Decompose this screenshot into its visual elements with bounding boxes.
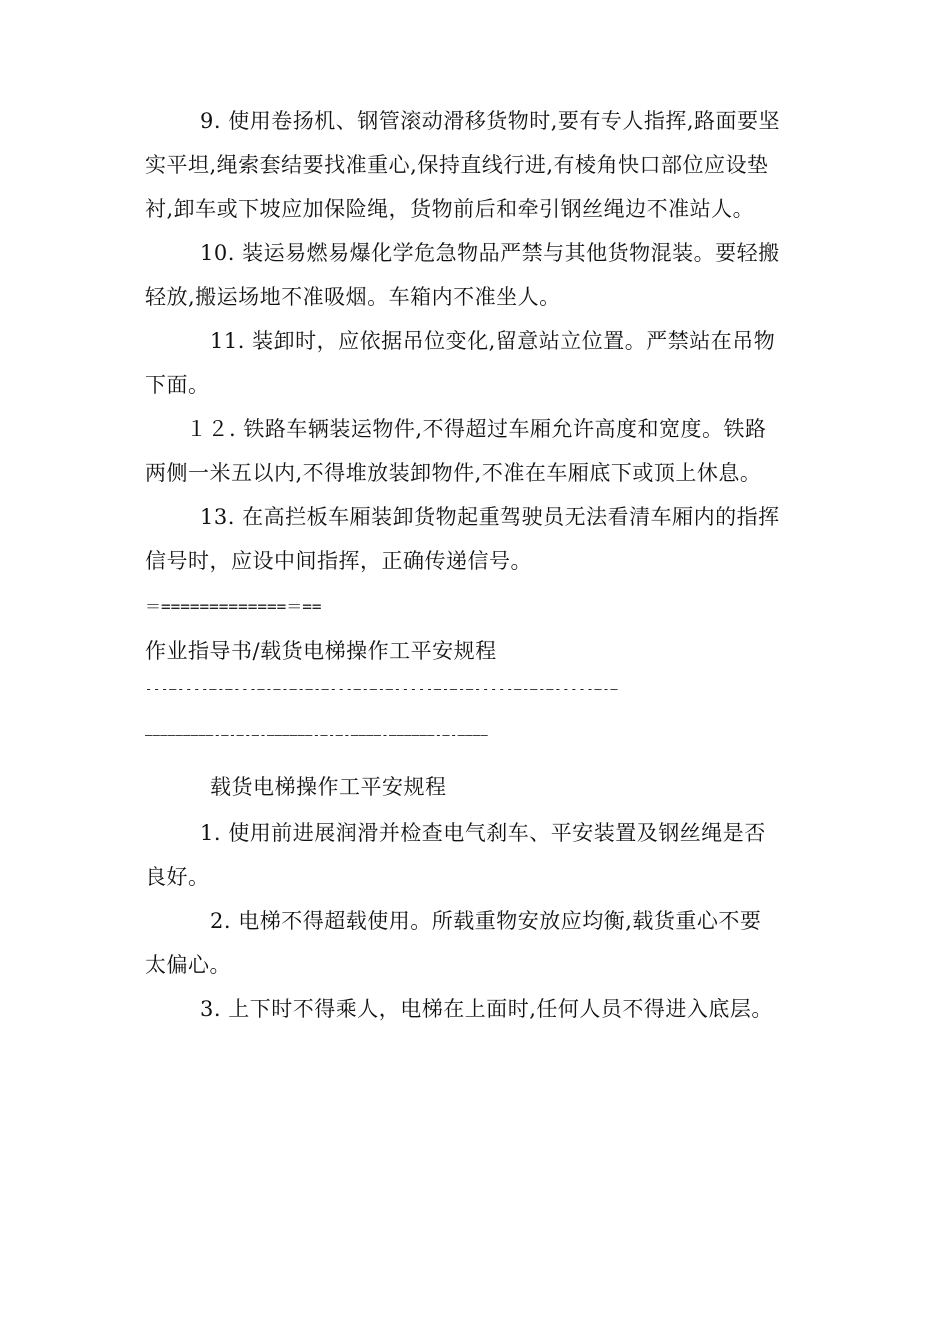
item9-line1: 9. 使用卷扬机、钢管滚动滑移货物时,要有专人指挥,路面要坚 bbox=[200, 109, 781, 133]
section2-title: 载货电梯操作工平安规程 bbox=[210, 775, 447, 799]
document-heading: 作业指导书/载货电梯操作工平安规程 bbox=[145, 639, 497, 663]
item10-line2: 轻放,搬运场地不准吸烟。车箱内不准坐人。 bbox=[145, 285, 561, 309]
item11-line2: 下面。 bbox=[145, 373, 210, 397]
s2-item1-line1: 1. 使用前进展润滑并检查电气刹车、平安装置及钢丝绳是否 bbox=[200, 821, 766, 845]
item9-line3: 衬,卸车或下坡应加保险绳，货物前后和牵引钢丝绳边不准站人。 bbox=[145, 197, 755, 221]
s2-item2-line2: 太偏心。 bbox=[145, 953, 231, 977]
separator-dash-2: —————————-—-—-—-——————-—-—-————-——————-—-———— bbox=[145, 728, 489, 742]
item11-line1: 11. 装卸时，应依据吊位变化,留意站立位置。严禁站在吊物 bbox=[210, 329, 776, 353]
s2-item1-line2: 良好。 bbox=[145, 865, 210, 889]
item13-line1: 13. 在高拦板车厢装卸货物起重驾驶员无法看清车厢内的指挥 bbox=[200, 505, 780, 529]
item13-line2: 信号时，应设中间指挥，正确传递信号。 bbox=[145, 549, 532, 573]
item12-line1: １２. 铁路车辆装运物件,不得超过车厢允许高度和宽度。铁路 bbox=[186, 417, 767, 441]
separator-dash-1: ---—----—-—---—-—-—-—-—---—-—-—-----—-—-—-----—-—-—-----—-— bbox=[145, 682, 619, 696]
item10-line1: 10. 装运易燃易爆化学危急物品严禁与其他货物混装。要轻搬 bbox=[200, 241, 780, 265]
s2-item2-line1: 2. 电梯不得超载使用。所载重物安放应均衡,载货重心不要 bbox=[210, 909, 762, 933]
item12-line2: 两侧一米五以内,不得堆放装卸物件,不准在车厢底下或顶上休息。 bbox=[145, 461, 762, 485]
separator-equals: ＝=============＝== bbox=[145, 597, 322, 616]
s2-item3-line1: 3. 上下时不得乘人，电梯在上面时,任何人员不得进入底层。 bbox=[200, 997, 773, 1021]
item9-line2: 实平坦,绳索套结要找准重心,保持直线行进,有棱角快口部位应设垫 bbox=[145, 153, 769, 177]
